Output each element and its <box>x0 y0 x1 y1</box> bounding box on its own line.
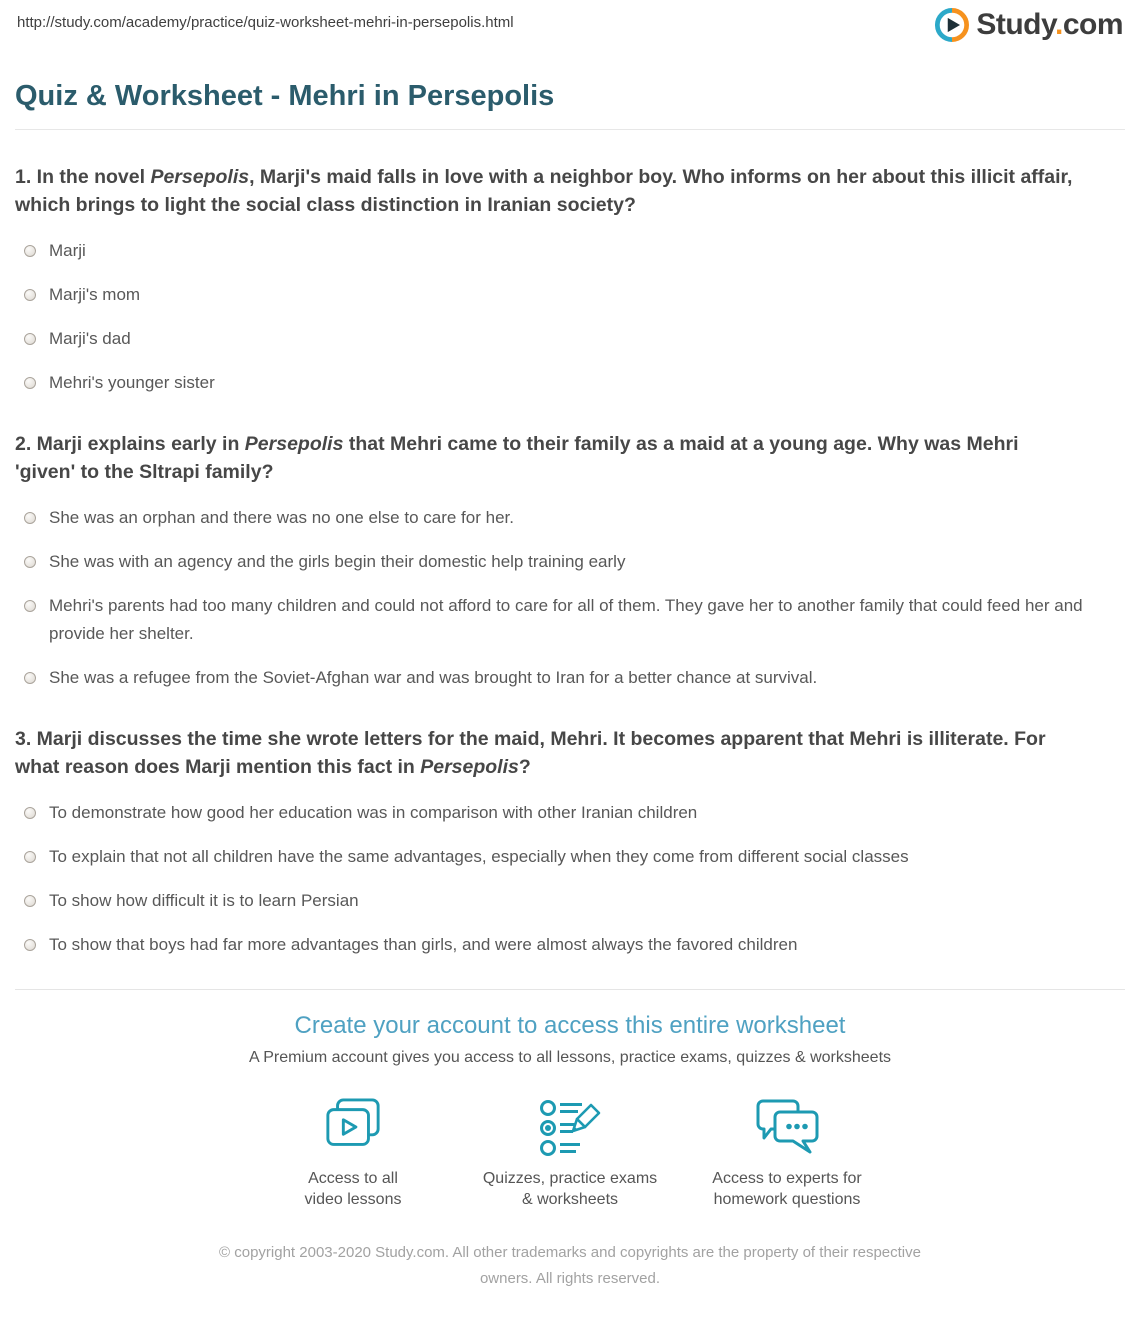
quizzes-worksheets-icon <box>462 1097 679 1159</box>
studycom-logo-text: Study.com <box>976 8 1123 41</box>
radio-button[interactable] <box>24 895 36 907</box>
answer-option[interactable] <box>15 504 1125 532</box>
radio-button[interactable] <box>24 289 36 301</box>
question-2 <box>15 430 1125 692</box>
answer-option-label: Mehri's parents had too many children and could not afford to care for all of them. They gave her to another family that could feed her and provide her shelter. <box>49 596 1083 643</box>
question-1-options <box>15 237 1125 397</box>
question-2-prompt: 2. Marji explains early in Persepolis that Mehri came to their family as a maid at a young age. Why was Mehri 'given' to the Sltrapi family? <box>15 433 1019 483</box>
video-lessons-icon <box>245 1097 462 1159</box>
answer-option-label: To demonstrate how good her education was in comparison with other Iranian children <box>49 803 698 822</box>
feature-list <box>0 1097 1140 1210</box>
answer-option[interactable] <box>15 664 1125 692</box>
answer-option[interactable] <box>15 887 1125 915</box>
answer-option-label: To explain that not all children have the same advantages, especially when they come from different social classes <box>49 847 909 866</box>
answer-option[interactable] <box>15 281 1125 309</box>
radio-button[interactable] <box>24 245 36 257</box>
answer-option-label: Mehri's younger sister <box>49 373 215 392</box>
answer-option[interactable] <box>15 369 1125 397</box>
radio-button[interactable] <box>24 512 36 524</box>
answer-option-label: Marji's mom <box>49 285 141 304</box>
create-account-section <box>0 1012 1140 1067</box>
question-1-prompt: 1. In the novel Persepolis, Marji's maid falls in love with a neighbor boy. Who informs on her about this illicit affair, which brings to light the social class distinction in Iranian society? <box>15 166 1073 216</box>
answer-option-label: To show how difficult it is to learn Persian <box>49 891 359 910</box>
copyright-notice: © copyright 2003-2020 Study.com. All other trademarks and copyrights are the property of their respective owners. All rights reserved. <box>219 1244 921 1287</box>
answer-option[interactable] <box>15 931 1125 959</box>
answer-option-label: Marji's dad <box>49 329 131 348</box>
radio-button[interactable] <box>24 672 36 684</box>
question-2-options <box>15 504 1125 692</box>
question-3-prompt: 3. Marji discusses the time she wrote letters for the maid, Mehri. It becomes apparent that Mehri is illiterate. For what reason does Marji mention this fact in Persepolis? <box>15 728 1046 778</box>
feature-label: Quizzes, practice exams & worksheets <box>482 1170 658 1208</box>
answer-option[interactable] <box>15 325 1125 353</box>
feature-label: Access to experts for homework questions <box>712 1170 862 1208</box>
answer-option[interactable] <box>15 237 1125 265</box>
answer-option-label: To show that boys had far more advantages than girls, and were almost always the favored children <box>49 935 798 954</box>
radio-button[interactable] <box>24 556 36 568</box>
studycom-logo[interactable] <box>935 8 1123 42</box>
radio-button[interactable] <box>24 807 36 819</box>
page-title: Quiz & Worksheet - Mehri in Persepolis <box>15 80 1125 130</box>
answer-option-label: She was with an agency and the girls begin their domestic help training early <box>49 552 626 571</box>
radio-button[interactable] <box>24 377 36 389</box>
answer-option[interactable] <box>15 799 1125 827</box>
page-url: http://study.com/academy/practice/quiz-worksheet-mehri-in-persepolis.html <box>17 14 514 31</box>
quiz-questions <box>0 163 1140 959</box>
feature-quizzes-worksheets <box>462 1097 679 1210</box>
radio-button[interactable] <box>24 939 36 951</box>
question-3 <box>15 725 1125 959</box>
answer-option-label: Marji <box>49 241 86 260</box>
answer-option[interactable] <box>15 592 1125 648</box>
studycom-logo-icon <box>935 8 969 42</box>
radio-button[interactable] <box>24 600 36 612</box>
chat-experts-icon <box>679 1097 896 1159</box>
answer-option-label: She was an orphan and there was no one else to care for her. <box>49 508 514 527</box>
feature-label: Access to all video lessons <box>304 1170 402 1208</box>
radio-button[interactable] <box>24 851 36 863</box>
premium-subheading: A Premium account gives you access to all lessons, practice exams, quizzes & worksheets <box>248 1049 892 1066</box>
radio-button[interactable] <box>24 333 36 345</box>
section-divider <box>15 989 1125 990</box>
question-1 <box>15 163 1125 397</box>
answer-option-label: She was a refugee from the Soviet-Afghan war and was brought to Iran for a better chance at survival. <box>49 668 818 687</box>
feature-video-lessons <box>245 1097 462 1210</box>
feature-expert-help <box>679 1097 896 1210</box>
answer-option[interactable] <box>15 548 1125 576</box>
create-account-heading: Create your account to access this entire worksheet <box>294 1012 846 1039</box>
question-3-options <box>15 799 1125 959</box>
page-header <box>0 0 1140 54</box>
answer-option[interactable] <box>15 843 1125 871</box>
